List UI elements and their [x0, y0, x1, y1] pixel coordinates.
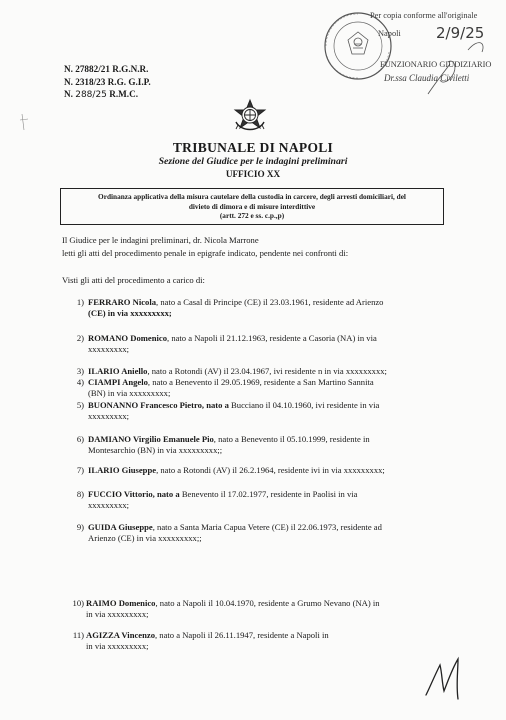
stamp-official-name: Dr.ssa Claudia Civiletti — [384, 73, 470, 83]
ref-rgnr: N. 27882/21 R.G.N.R. — [64, 64, 149, 74]
item-number: 1) — [76, 297, 84, 307]
defendant-details: Benevento il 17.02.1977, residente in Paolisi in via — [179, 489, 358, 499]
defendant-address: (CE) in via xxxxxxxxx; — [88, 308, 172, 318]
item-number: 4) — [76, 377, 84, 387]
defendant-name: GUIDA Giuseppe — [88, 522, 153, 532]
list-item — [70, 333, 442, 357]
ref-rmc-prefix: N. — [64, 89, 73, 99]
ref-rmc — [64, 88, 151, 102]
list-item — [70, 400, 442, 424]
list-item — [70, 465, 442, 477]
stamp-role: FUNZIONARIO GIUDIZIARIO — [380, 60, 492, 69]
defendant-address: xxxxxxxxx; — [88, 344, 130, 354]
defendant-details: , nato a Santa Maria Capua Vetere (CE) il 22.06.1973, residente ad — [152, 522, 382, 532]
item-number: 8) — [76, 489, 84, 499]
defendant-name: FUCCIO Vittorio, nato a — [88, 489, 180, 499]
item-number: 3) — [76, 366, 84, 376]
defendant-name: RAIMO Domenico — [86, 598, 156, 608]
stamp-conforme: Per copia conforme all'originale — [370, 11, 478, 20]
ordinance-title-line2: divieto di dimora e di misure interdittive — [188, 201, 316, 211]
defendant-details: , nato a Napoli il 10.04.1970, residente a Grumo Nevano (NA) in — [155, 598, 380, 608]
item-number: 10) — [72, 598, 84, 608]
defendant-address: (BN) in via xxxxxxxxx; — [88, 388, 171, 398]
case-references — [64, 63, 151, 102]
defendant-name: ILARIO Giuseppe — [88, 465, 157, 475]
defendant-details: , nato a Rotondi (AV) il 23.04.1967, ivi residente n in via xxxxxxxxx; — [147, 366, 387, 376]
list-item — [70, 489, 442, 513]
italian-republic-emblem-icon — [233, 98, 267, 134]
item-number: 7) — [76, 465, 84, 475]
defendant-name: BUONANNO Francesco Pietro, nato a — [88, 400, 229, 410]
list-item — [70, 630, 442, 654]
item-number: 2) — [76, 333, 84, 343]
defendant-name: DAMIANO Virgilio Emanuele Pio — [88, 434, 214, 444]
defendant-details: Bucciano il 04.10.1960, ivi residente in via — [228, 400, 380, 410]
ref-rg-gip: N. 2318/23 R.G. G.I.P. — [64, 76, 151, 87]
intro-judge: Il Giudice per le indagini preliminari, dr. Nicola Marrone — [62, 235, 259, 245]
defendant-name: CIAMPI Angelo — [88, 377, 148, 387]
defendant-name: FERRARO Nicola — [88, 297, 157, 307]
item-number: 5) — [76, 400, 84, 410]
defendant-details: , nato a Benevento il 29.05.1969, residente a San Martino Sannita — [147, 377, 374, 387]
defendant-name: AGIZZA Vincenzo — [86, 630, 155, 640]
defendant-address: Montesarchio (BN) in via xxxxxxxxx;; — [88, 445, 223, 455]
defendant-details: , nato a Rotondi (AV) il 26.2.1964, residente ivi in via xxxxxxxxx; — [156, 465, 385, 475]
list-item — [70, 522, 442, 546]
certification-stamp — [318, 2, 506, 102]
margin-mark — [16, 110, 36, 136]
intro-letti: letti gli atti del procedimento penale in epigrafe indicato, pendente nei confronti di: — [62, 248, 349, 258]
defendant-address: in via xxxxxxxxx; — [86, 609, 149, 619]
defendant-address: in via xxxxxxxxx; — [86, 641, 149, 651]
item-number: 6) — [76, 434, 84, 444]
court-office: UFFICIO XX — [225, 169, 281, 179]
defendant-details: , nato a Benevento il 05.10.1999, residente in — [213, 434, 370, 444]
defendant-details: , nato a Napoli il 26.11.1947, residente a Napoli in — [155, 630, 329, 640]
ref-rmc-suffix: R.M.C. — [109, 89, 139, 99]
list-item — [70, 377, 442, 401]
defendant-details: , nato a Casal di Principe (CE) il 23.03.1961, residente ad Arienzo — [156, 297, 384, 307]
ref-rmc-value: 288/25 — [75, 90, 107, 100]
stamp-place: Napoli — [378, 29, 401, 38]
court-title: TRIBUNALE DI NAPOLI — [172, 140, 334, 155]
defendant-address: xxxxxxxxx; — [88, 411, 130, 421]
defendant-address: xxxxxxxxx; — [88, 500, 130, 510]
ordinance-title-box — [60, 188, 444, 225]
list-item — [70, 297, 442, 321]
stamp-date: 2/9/25 — [436, 24, 485, 42]
signature-icon — [422, 653, 470, 705]
court-section: Sezione del Giudice per le indagini preliminari — [158, 156, 348, 167]
defendant-name: ILARIO Aniello — [88, 366, 148, 376]
ordinance-title-articles: (artt. 272 e ss. c.p.,p) — [219, 211, 285, 221]
defendant-details: , nato a Napoli il 21.12.1963, residente a Casoria (NA) in via — [167, 333, 377, 343]
intro-visti: Visti gli atti del procedimento a carico di: — [62, 275, 205, 285]
list-item — [70, 434, 442, 458]
defendant-name: ROMANO Domenico — [88, 333, 168, 343]
list-item — [70, 598, 442, 622]
defendant-address: Arienzo (CE) in via xxxxxxxxx;; — [88, 533, 202, 543]
item-number: 11) — [72, 630, 84, 640]
ordinance-title-line1: Ordinanza applicativa della misura cautelare della custodia in carcere, degli arresti domiciliari, del — [98, 192, 406, 201]
item-number: 9) — [76, 522, 84, 532]
